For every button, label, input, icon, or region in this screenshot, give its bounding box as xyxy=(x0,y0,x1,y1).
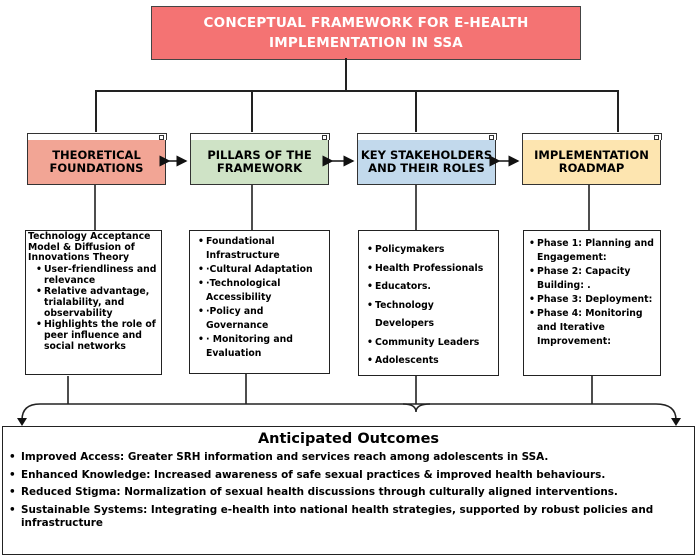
theoretical-intro: Technology Acceptance Model & Diffusion of Innovations Theory xyxy=(28,231,151,263)
list-pillars xyxy=(189,230,330,374)
arrowhead-right xyxy=(671,418,681,426)
list-item: • Phase 2: Capacity Building: . xyxy=(527,265,657,293)
list-item: • ·Technological Accessibility xyxy=(196,277,323,305)
outcomes-title: Anticipated Outcomes xyxy=(257,431,440,447)
list-item: • Adolescents xyxy=(365,352,492,371)
list-item: • Highlights the role of peer influence and social networks xyxy=(34,319,159,352)
list-item: • ·Cultural Adaptation xyxy=(196,263,323,277)
heading-stakeholders-text: KEY STAKEHOLDERS AND THEIR ROLES xyxy=(360,148,493,175)
list-item: • Phase 3: Deployment: xyxy=(527,293,657,307)
list-item: • Community Leaders xyxy=(365,334,492,353)
list-roadmap xyxy=(523,230,661,376)
list-stakeholders xyxy=(358,230,499,376)
bottom-bracket xyxy=(22,404,676,420)
list-item: • Educators. xyxy=(365,278,492,297)
heading-theoretical-text: THEORETICAL FOUNDATIONS xyxy=(49,148,144,175)
list-item: • Phase 4: Monitoring and Iterative Improvement: xyxy=(527,307,657,349)
list-item: • Policymakers xyxy=(365,241,492,260)
bottom-bracket-center xyxy=(403,404,430,412)
outcomes-box xyxy=(2,426,695,555)
diagram-title-text: CONCEPTUAL FRAMEWORK FOR E-HEALTH IMPLEMENTATION IN SSA xyxy=(203,15,529,51)
list-item: • Technology Developers xyxy=(365,297,492,334)
outcome-item: • Enhanced Knowledge: Increased awareness of safe sexual practices & improved health behaviours. xyxy=(9,469,688,483)
list-item: • Foundational Infrastructure xyxy=(196,235,323,263)
list-item: • Phase 1: Planning and Engagement: xyxy=(527,237,657,265)
list-item: • ·Policy and Governance xyxy=(196,305,323,333)
list-item: • Relative advantage, trialability, and observability xyxy=(34,286,159,319)
list-item: • · Monitoring and Evaluation xyxy=(196,333,323,361)
list-item: • Health Professionals xyxy=(365,260,492,279)
outcome-item: • Improved Access: Greater SRH information and services reach among adolescents in SSA. xyxy=(9,451,688,465)
heading-pillars-text: PILLARS OF THE FRAMEWORK xyxy=(207,148,312,175)
arrowhead-left xyxy=(17,418,27,426)
list-theoretical xyxy=(25,230,162,375)
heading-roadmap-text: IMPLEMENTATION ROADMAP xyxy=(534,148,649,175)
outcome-item: • Reduced Stigma: Normalization of sexual health discussions through culturally aligned interventions. xyxy=(9,486,688,500)
list-item: • User-friendliness and relevance xyxy=(34,264,159,286)
outcome-item: • Sustainable Systems: Integrating e-health into national health strategies, supported by robust policies and infrastructure xyxy=(9,504,688,531)
